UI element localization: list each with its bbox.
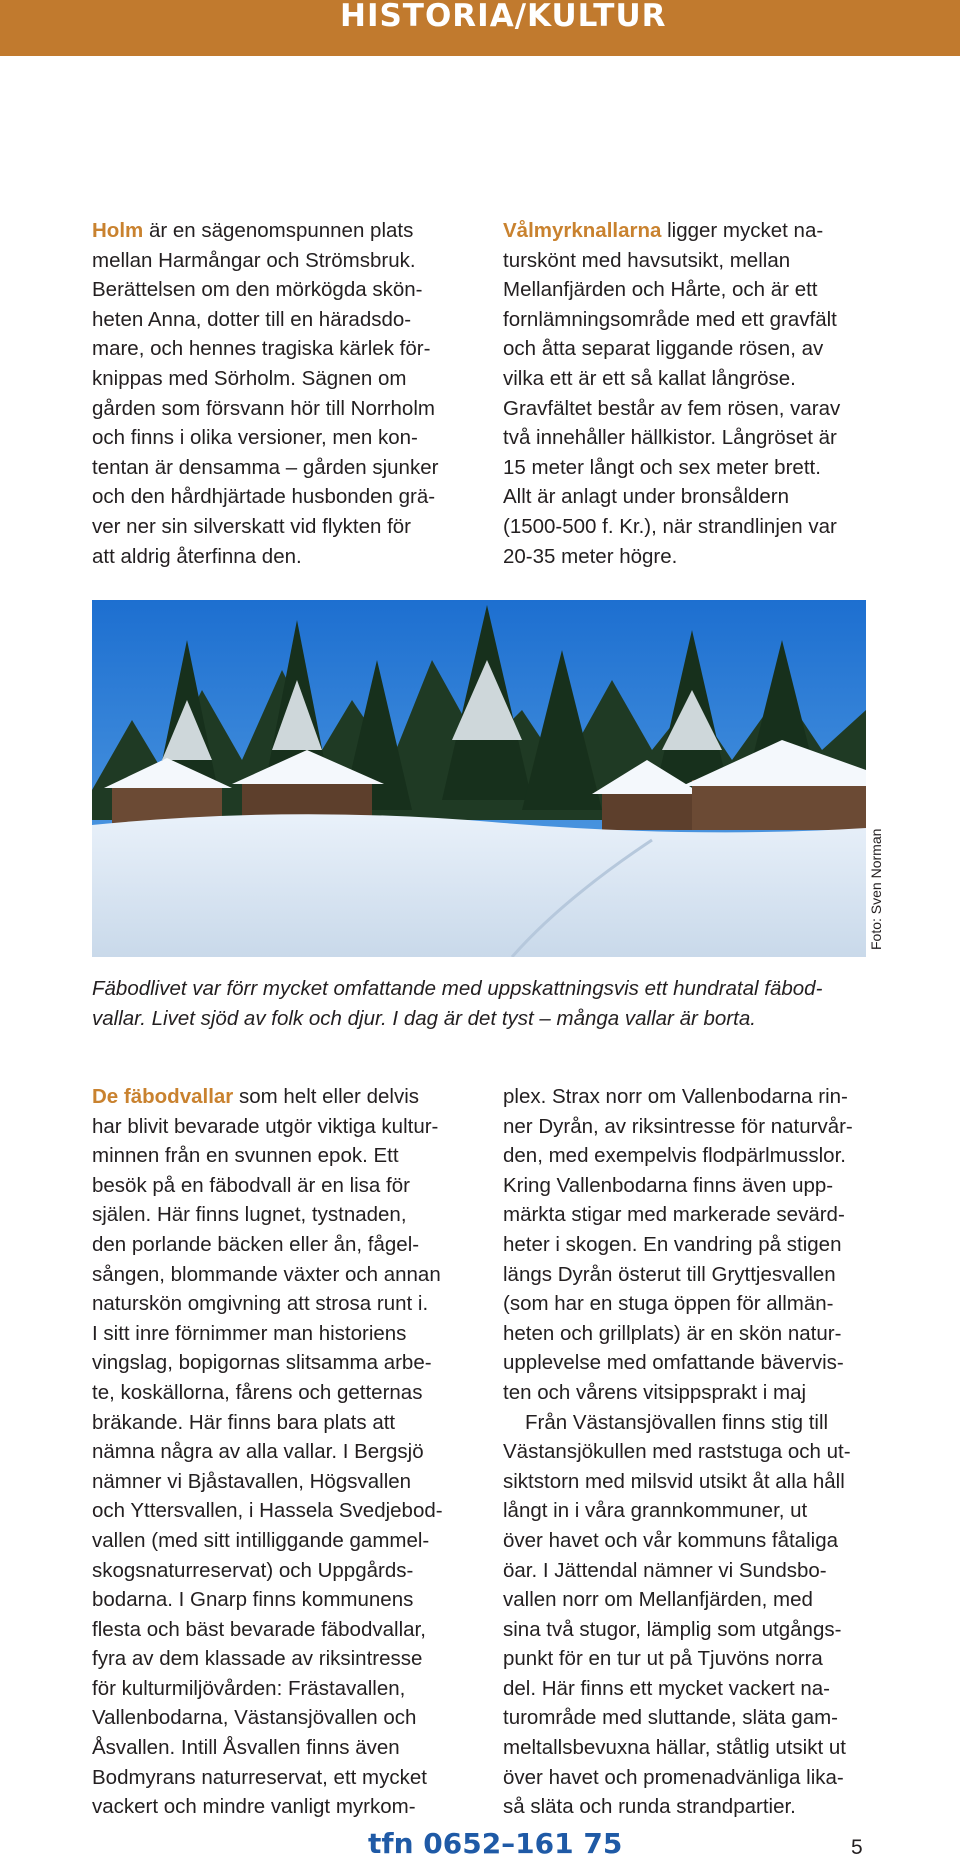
text-line: över havet och promenadvänliga lika- (503, 1765, 844, 1789)
text-line: Allt är anlagt under bronsåldern (503, 485, 790, 509)
text-line: (1500-500 f. Kr.), när strandlinjen var (503, 514, 837, 538)
text-line: heter i skogen. En vandring på stigen (503, 1232, 842, 1256)
text-line: den porlande bäcken eller ån, fågel- (92, 1232, 420, 1256)
text-line: över havet och vår kommuns fåtaliga (503, 1528, 838, 1552)
text-line: fyra av dem klassade av riksintresse (92, 1647, 423, 1671)
text-line: minnen från en svunnen epok. Ett (92, 1144, 399, 1168)
text-line: den, med exempelvis flodpärlmusslor. (503, 1144, 846, 1168)
text-line: vingslag, bopigornas slitsamma arbe- (92, 1351, 432, 1375)
text-line: te, koskällorna, fårens och getternas (92, 1380, 423, 1404)
text-line: flesta och bäst bevarade fäbodvallar, (92, 1617, 426, 1641)
text-line: heten och grillplats) är en skön natur- (503, 1321, 842, 1345)
article-continued (503, 1082, 853, 1822)
text-line: punkt för en tur ut på Tjuvöns norra (503, 1647, 823, 1671)
text-line: ner Dyrån, av riksintresse för naturvår- (503, 1114, 853, 1138)
text-line: I sitt inre förnimmer man historiens (92, 1321, 407, 1345)
text-line: Bodmyrans naturreservat, ett mycket (92, 1765, 427, 1789)
text-line: skogsnaturreservat) och Uppgårds- (92, 1558, 414, 1582)
text-line: längs Dyrån österut till Gryttjesvallen (503, 1262, 836, 1286)
photo-caption (92, 974, 882, 1034)
text-line: ver ner sin silverskatt vid flykten för (92, 514, 411, 538)
text-line: så släta och runda strandpartier. (503, 1795, 796, 1819)
text-line: turskönt med havsutsikt, mellan (503, 248, 791, 272)
text-line: har blivit bevarade utgör viktiga kultur- (92, 1114, 439, 1138)
text-line: och finns i olika versioner, men kon- (92, 426, 418, 450)
text-line: 20-35 meter högre. (503, 544, 678, 568)
text-line: Mellanfjärden och Hårte, och är ett (503, 278, 818, 302)
article-holm (92, 216, 438, 571)
text-line: fornlämningsområde med ett gravfält (503, 307, 837, 331)
header-bar (0, 0, 960, 56)
text-line: sången, blommande växter och annan (92, 1262, 441, 1286)
text-line: siktstorn med milsvid utsikt åt alla håll (503, 1469, 845, 1493)
text-line: Åsvallen. Intill Åsvallen finns även (92, 1736, 400, 1760)
text-line: mellan Harmångar och Strömsbruk. (92, 248, 416, 272)
text-line: bräkande. Här finns bara plats att (92, 1410, 396, 1434)
text-line: knippas med Sörholm. Sägnen om (92, 366, 407, 390)
phone-number: tfn 0652–161 75 (368, 1827, 623, 1860)
text-line: meltallsbevuxna hällar, ståtlig utsikt ut (503, 1736, 846, 1760)
text-line: Kring Vallenbodarna finns även upp- (503, 1173, 834, 1197)
text-line: två innehåller hällkistor. Långröset är (503, 426, 837, 450)
lead-word: Holm (92, 219, 144, 242)
text-line: vackert och mindre vanligt myrkom- (92, 1795, 416, 1819)
text-line: Holm är en sägenomspunnen plats (92, 219, 414, 242)
text-line: och den hårdhjärtade husbonden grä- (92, 485, 436, 509)
winter-landscape-photo (92, 600, 866, 957)
text-line: för kulturmiljövården: Frästavallen, (92, 1676, 406, 1700)
text-line: att aldrig återfinna den. (92, 544, 302, 568)
text-line: Vålmyrknallarna ligger mycket na- (503, 219, 824, 242)
text-line: ten och vårens vitsippsprakt i maj (503, 1380, 807, 1404)
text-line: sina två stugor, lämplig som utgångs- (503, 1617, 842, 1641)
text-line: gården som försvann hör till Norrholm (92, 396, 435, 420)
text-line: del. Här finns ett mycket vackert na- (503, 1676, 830, 1700)
text-line: naturskön omgivning att strosa runt i. (92, 1292, 429, 1316)
text-line: De fäbodvallar som helt eller delvis (92, 1085, 419, 1108)
text-line: vallen norr om Mellanfjärden, med (503, 1588, 813, 1612)
text-line: tentan är densamma – gården sjunker (92, 455, 439, 479)
article-fabodvallar (92, 1082, 443, 1822)
text-line: och Yttersvallen, i Hassela Svedjebod- (92, 1499, 443, 1523)
text-line: nämner vi Bjåstavallen, Högsvallen (92, 1469, 412, 1493)
text-line: 15 meter långt och sex meter brett. (503, 455, 821, 479)
text-line: märkta stigar med markerade sevärd- (503, 1203, 845, 1227)
lead-word: De fäbodvallar (92, 1085, 234, 1108)
text-line: (som har en stuga öppen för allmän- (503, 1292, 834, 1316)
text-line: upplevelse med omfattande bävervis- (503, 1351, 844, 1375)
text-line: vilka ett är ett så kallat långröse. (503, 366, 796, 390)
text-line: själen. Här finns lugnet, tystnaden, (92, 1203, 407, 1227)
lead-word: Vålmyrknallarna (503, 219, 662, 242)
text-line: turområde med sluttande, släta gam- (503, 1706, 838, 1730)
article-valmyrknallarna (503, 216, 840, 571)
text-line: Västansjökullen med raststuga och ut- (503, 1440, 851, 1464)
text-line: långt in i våra grannkommuner, ut (503, 1499, 808, 1523)
text-line: Gravfältet består av fem rösen, varav (503, 396, 841, 420)
caption-line: Fäbodlivet var förr mycket omfattande med uppskattningsvis ett hundratal fäbod- (92, 977, 823, 1000)
section-title: HISTORIA/KULTUR (340, 0, 667, 34)
text-line: Vallenbodarna, Västansjövallen och (92, 1706, 417, 1730)
text-line: Berättelsen om den mörkögda skön- (92, 278, 423, 302)
photo-credit: Foto: Sven Norman (868, 828, 884, 950)
text-line: besök på en fäbodvall är en lisa för (92, 1173, 410, 1197)
text-line: och åtta separat liggande rösen, av (503, 337, 824, 361)
caption-line: vallar. Livet sjöd av folk och djur. I dag är det tyst – många vallar är borta. (92, 1007, 756, 1030)
text-line: Från Västansjövallen finns stig till (525, 1410, 829, 1434)
text-line: heten Anna, dotter till en häradsdo- (92, 307, 412, 331)
page-number: 5 (851, 1836, 863, 1859)
text-line: bodarna. I Gnarp finns kommunens (92, 1588, 414, 1612)
text-line: plex. Strax norr om Vallenbodarna rin- (503, 1085, 848, 1108)
text-line: vallen (med sitt intilliggande gammel- (92, 1528, 430, 1552)
text-line: mare, och hennes tragiska kärlek för- (92, 337, 431, 361)
text-line: öar. I Jättendal nämner vi Sundsbo- (503, 1558, 827, 1582)
text-line: nämna några av alla vallar. I Bergsjö (92, 1440, 424, 1464)
